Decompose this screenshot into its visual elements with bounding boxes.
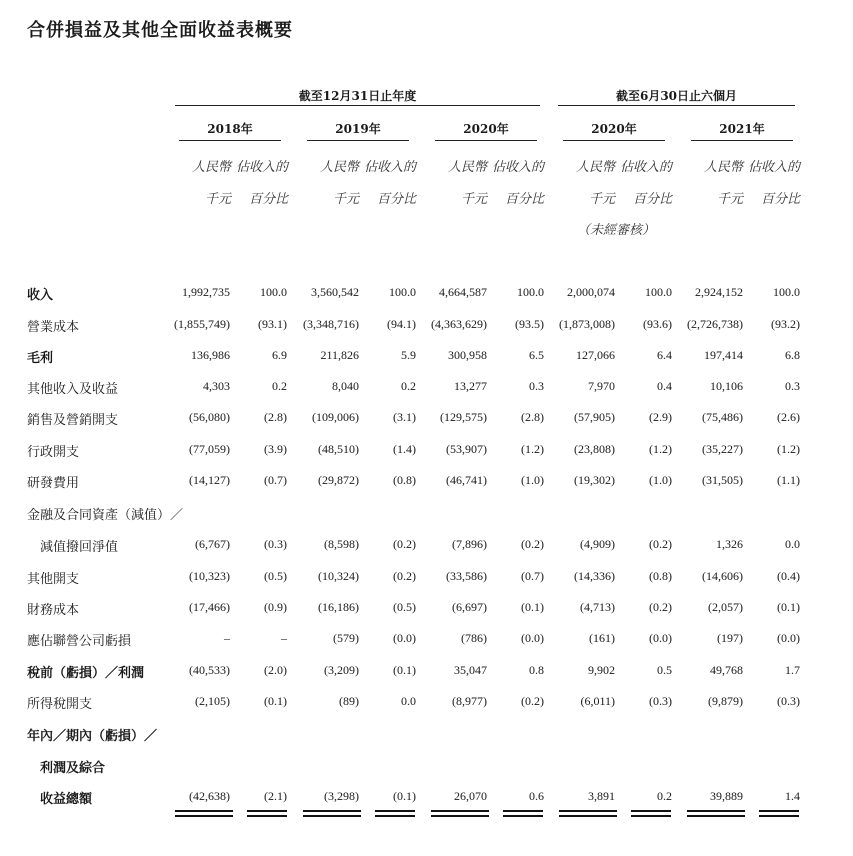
- cell-amount: (10,324): [318, 569, 359, 583]
- row-label: 利潤及綜合: [27, 761, 106, 776]
- cell-amount: (3,348,716): [303, 317, 359, 331]
- total-double-rule-amount: [303, 810, 361, 817]
- cell-percent: 0.6: [529, 789, 544, 803]
- cell-amount: 136,986: [191, 348, 230, 362]
- column-header-currency-unit: 千元: [332, 192, 359, 207]
- cell-percent: (0.1): [393, 663, 416, 677]
- cell-percent: 0.2: [401, 379, 416, 393]
- row-label: 年內／期內（虧損）／: [27, 729, 158, 744]
- cell-amount: 8,040: [332, 379, 359, 393]
- column-header-percent: 佔收入的: [235, 160, 288, 175]
- cell-percent: (0.3): [649, 694, 672, 708]
- cell-amount: 1,992,735: [182, 285, 230, 299]
- cell-amount: 2,924,152: [695, 285, 743, 299]
- cell-amount: 3,560,542: [311, 285, 359, 299]
- total-double-rule-amount: [431, 810, 489, 817]
- cell-amount: (161): [589, 631, 615, 645]
- cell-percent: (0.2): [521, 537, 544, 551]
- column-header-percent: 佔收入的: [747, 160, 800, 175]
- cell-percent: (0.2): [393, 569, 416, 583]
- cell-amount: –: [224, 631, 230, 645]
- cell-percent: (0.3): [777, 694, 800, 708]
- column-header-currency: 人民幣: [319, 160, 359, 175]
- cell-amount: (4,363,629): [431, 317, 487, 331]
- row-label: 研發費用: [27, 476, 80, 491]
- cell-amount: (129,575): [440, 410, 487, 424]
- cell-amount: (10,323): [189, 569, 230, 583]
- cell-amount: (40,533): [189, 663, 230, 677]
- cell-amount: (2,726,738): [687, 317, 743, 331]
- cell-amount: (579): [333, 631, 359, 645]
- cell-percent: (3.1): [393, 410, 416, 424]
- row-label: 收入: [27, 288, 54, 303]
- cell-percent: 0.3: [785, 379, 800, 393]
- cell-percent: 0.8: [529, 663, 544, 677]
- year-header: 2020年: [463, 122, 509, 136]
- cell-percent: (0.1): [264, 694, 287, 708]
- column-header-percent-unit: 百分比: [760, 192, 800, 207]
- cell-amount: 35,047: [454, 663, 487, 677]
- cell-amount: (57,905): [574, 410, 615, 424]
- cell-percent: 6.9: [272, 348, 287, 362]
- year-header-rule: [691, 140, 793, 141]
- cell-percent: (1.0): [521, 473, 544, 487]
- cell-percent: 0.0: [401, 694, 416, 708]
- group-header-interim-rule: [558, 105, 795, 106]
- group-header-interim: 截至6月30日止六個月: [615, 89, 738, 103]
- cell-percent: (2.6): [777, 410, 800, 424]
- cell-amount: (42,638): [189, 789, 230, 803]
- cell-amount: 4,664,587: [439, 285, 487, 299]
- column-header-currency-unit: 千元: [716, 192, 743, 207]
- cell-percent: (1.2): [649, 442, 672, 456]
- cell-percent: (0.0): [521, 631, 544, 645]
- year-header-rule: [307, 140, 409, 141]
- year-header-rule: [435, 140, 537, 141]
- total-double-rule-percent: [631, 810, 671, 817]
- cell-percent: 6.5: [529, 348, 544, 362]
- cell-percent: (3.9): [264, 442, 287, 456]
- row-label: 銷售及營銷開支: [27, 413, 119, 428]
- cell-amount: 26,070: [454, 789, 487, 803]
- cell-percent: (0.5): [393, 600, 416, 614]
- cell-percent: 1.4: [785, 789, 800, 803]
- cell-percent: (1.1): [777, 473, 800, 487]
- total-double-rule-percent: [759, 810, 799, 817]
- cell-amount: 13,277: [454, 379, 487, 393]
- cell-percent: (0.2): [649, 600, 672, 614]
- row-label: 毛利: [27, 351, 54, 366]
- cell-amount: (14,606): [702, 569, 743, 583]
- cell-amount: (16,186): [318, 600, 359, 614]
- cell-percent: (2.8): [521, 410, 544, 424]
- cell-amount: (8,598): [324, 537, 359, 551]
- cell-amount: (4,713): [580, 600, 615, 614]
- cell-percent: (0.8): [393, 473, 416, 487]
- cell-percent: (0.1): [777, 600, 800, 614]
- cell-percent: (0.4): [777, 569, 800, 583]
- cell-percent: (0.1): [521, 600, 544, 614]
- cell-amount: 3,891: [588, 789, 615, 803]
- cell-percent: 6.8: [785, 348, 800, 362]
- cell-amount: 300,958: [448, 348, 487, 362]
- cell-amount: (6,697): [452, 600, 487, 614]
- cell-percent: (0.0): [649, 631, 672, 645]
- cell-amount: 39,889: [710, 789, 743, 803]
- year-header: 2018年: [207, 122, 253, 136]
- cell-amount: (1,855,749): [174, 317, 230, 331]
- cell-percent: (0.0): [393, 631, 416, 645]
- cell-amount: (8,977): [452, 694, 487, 708]
- row-label: 收益總額: [27, 792, 93, 807]
- cell-percent: (93.1): [258, 317, 287, 331]
- year-header-rule: [563, 140, 665, 141]
- cell-amount: (14,127): [189, 473, 230, 487]
- column-header-currency: 人民幣: [191, 160, 231, 175]
- cell-amount: (17,466): [189, 600, 230, 614]
- cell-amount: (19,302): [574, 473, 615, 487]
- column-header-percent-unit: 百分比: [504, 192, 544, 207]
- column-header-percent-unit: 百分比: [376, 192, 416, 207]
- cell-amount: (75,486): [702, 410, 743, 424]
- cell-amount: 7,970: [588, 379, 615, 393]
- cell-amount: (7,896): [452, 537, 487, 551]
- row-label: 其他開支: [27, 572, 80, 587]
- cell-percent: (0.2): [393, 537, 416, 551]
- cell-percent: (0.2): [521, 694, 544, 708]
- cell-percent: (0.5): [264, 569, 287, 583]
- cell-percent: (0.7): [521, 569, 544, 583]
- cell-percent: (2.1): [264, 789, 287, 803]
- cell-amount: (33,586): [446, 569, 487, 583]
- cell-percent: (2.9): [649, 410, 672, 424]
- column-header-percent-unit: 百分比: [248, 192, 288, 207]
- column-header-percent-unit: 百分比: [632, 192, 672, 207]
- total-double-rule-percent: [375, 810, 415, 817]
- year-header: 2019年: [335, 122, 381, 136]
- cell-percent: (0.8): [649, 569, 672, 583]
- cell-amount: (29,872): [318, 473, 359, 487]
- cell-percent: (93.2): [771, 317, 800, 331]
- cell-amount: (31,505): [702, 473, 743, 487]
- cell-amount: (46,741): [446, 473, 487, 487]
- cell-amount: (14,336): [574, 569, 615, 583]
- column-header-currency: 人民幣: [447, 160, 487, 175]
- column-header-currency-unit: 千元: [588, 192, 615, 207]
- cell-amount: (4,909): [580, 537, 615, 551]
- cell-amount: 1,326: [716, 537, 743, 551]
- column-header-currency-unit: 千元: [204, 192, 231, 207]
- cell-amount: (3,298): [324, 789, 359, 803]
- column-header-percent: 佔收入的: [619, 160, 672, 175]
- cell-percent: 100.0: [773, 285, 800, 299]
- unaudited-note: （未經審核）: [576, 223, 655, 238]
- cell-amount: (77,059): [189, 442, 230, 456]
- cell-percent: 0.4: [657, 379, 672, 393]
- row-label: 稅前（虧損）／利潤: [27, 666, 145, 681]
- year-header: 2021年: [719, 122, 765, 136]
- cell-percent: 100.0: [389, 285, 416, 299]
- column-header-currency: 人民幣: [703, 160, 743, 175]
- total-double-rule-percent: [247, 810, 287, 817]
- cell-amount: 10,106: [710, 379, 743, 393]
- cell-percent: 0.2: [272, 379, 287, 393]
- cell-percent: (1.2): [777, 442, 800, 456]
- cell-amount: 127,066: [576, 348, 615, 362]
- cell-amount: (1,873,008): [559, 317, 615, 331]
- total-double-rule-amount: [687, 810, 745, 817]
- cell-percent: (1.0): [649, 473, 672, 487]
- cell-percent: (0.7): [264, 473, 287, 487]
- year-header: 2020年: [591, 122, 637, 136]
- cell-percent: (0.9): [264, 600, 287, 614]
- cell-percent: 100.0: [645, 285, 672, 299]
- cell-percent: 100.0: [517, 285, 544, 299]
- cell-amount: (197): [717, 631, 743, 645]
- row-label: 財務成本: [27, 603, 80, 618]
- cell-percent: 1.7: [785, 663, 800, 677]
- cell-amount: (56,080): [189, 410, 230, 424]
- cell-percent: –: [281, 631, 287, 645]
- cell-percent: (1.2): [521, 442, 544, 456]
- row-label: 行政開支: [27, 445, 80, 460]
- row-label: 金融及合同資產（減值）／: [27, 508, 184, 523]
- cell-amount: (786): [461, 631, 487, 645]
- cell-percent: (93.6): [643, 317, 672, 331]
- cell-amount: 49,768: [710, 663, 743, 677]
- cell-percent: (2.0): [264, 663, 287, 677]
- cell-percent: (94.1): [387, 317, 416, 331]
- cell-percent: (93.5): [515, 317, 544, 331]
- cell-amount: (9,879): [708, 694, 743, 708]
- group-header-annual-rule: [175, 105, 540, 106]
- cell-percent: (2.8): [264, 410, 287, 424]
- total-double-rule-amount: [175, 810, 233, 817]
- total-double-rule-percent: [503, 810, 543, 817]
- row-label: 營業成本: [27, 320, 80, 335]
- row-label: 所得稅開支: [27, 697, 93, 712]
- cell-percent: 6.4: [657, 348, 672, 362]
- row-label: 減值撥回淨值: [27, 540, 119, 555]
- row-label: 應佔聯營公司虧損: [27, 634, 132, 649]
- cell-percent: 0.2: [657, 789, 672, 803]
- page-title: 合併損益及其他全面收益表概要: [27, 20, 293, 41]
- column-header-percent: 佔收入的: [363, 160, 416, 175]
- column-header-percent: 佔收入的: [491, 160, 544, 175]
- cell-amount: (2,057): [708, 600, 743, 614]
- cell-percent: (0.1): [393, 789, 416, 803]
- cell-percent: 100.0: [260, 285, 287, 299]
- cell-percent: 0.5: [657, 663, 672, 677]
- year-header-rule: [179, 140, 281, 141]
- cell-percent: (1.4): [393, 442, 416, 456]
- cell-amount: 211,826: [320, 348, 359, 362]
- cell-percent: (0.2): [649, 537, 672, 551]
- cell-amount: 9,902: [588, 663, 615, 677]
- column-header-currency-unit: 千元: [460, 192, 487, 207]
- cell-amount: (53,907): [446, 442, 487, 456]
- cell-amount: (3,209): [324, 663, 359, 677]
- cell-amount: (35,227): [702, 442, 743, 456]
- cell-percent: (0.3): [264, 537, 287, 551]
- total-double-rule-amount: [559, 810, 617, 817]
- cell-amount: 2,000,074: [567, 285, 615, 299]
- cell-amount: (6,767): [195, 537, 230, 551]
- cell-amount: (23,808): [574, 442, 615, 456]
- cell-percent: 0.0: [785, 537, 800, 551]
- column-header-currency: 人民幣: [575, 160, 615, 175]
- cell-percent: 5.9: [401, 348, 416, 362]
- cell-percent: 0.3: [529, 379, 544, 393]
- cell-amount: (89): [339, 694, 359, 708]
- cell-amount: 197,414: [704, 348, 743, 362]
- cell-amount: (48,510): [318, 442, 359, 456]
- cell-amount: (2,105): [195, 694, 230, 708]
- cell-amount: (6,011): [580, 694, 615, 708]
- group-header-annual: 截至12月31日止年度: [298, 89, 417, 103]
- cell-percent: (0.0): [777, 631, 800, 645]
- row-label: 其他收入及收益: [27, 382, 119, 397]
- cell-amount: 4,303: [203, 379, 230, 393]
- cell-amount: (109,006): [312, 410, 359, 424]
